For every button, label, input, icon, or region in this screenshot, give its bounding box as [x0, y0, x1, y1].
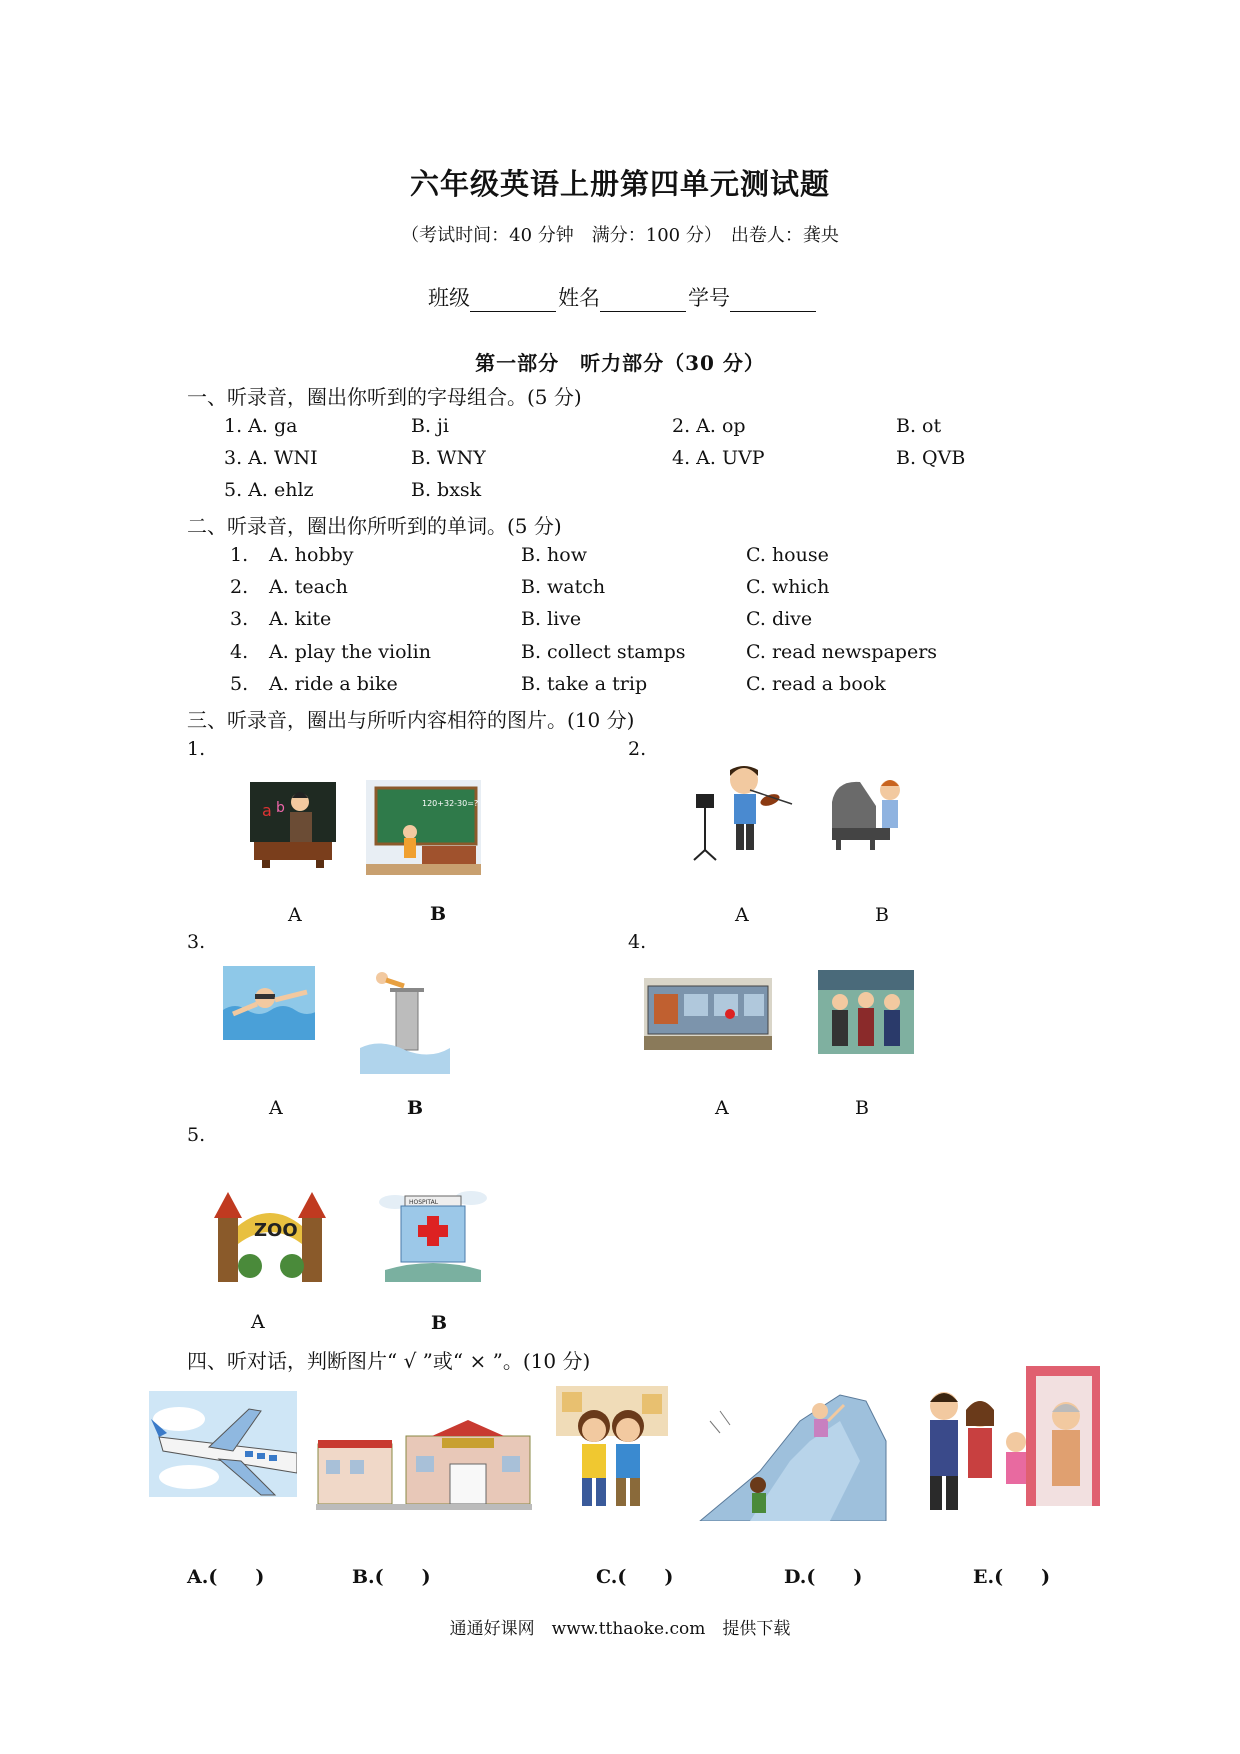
s2-row4-b[interactable]: B. collect stamps [521, 641, 686, 663]
s2-row1-c[interactable]: C. house [746, 544, 829, 566]
s2-row1-a[interactable]: A. hobby [269, 544, 354, 566]
answer-d[interactable]: D.( ) [784, 1566, 863, 1588]
answer-b[interactable]: B.( ) [352, 1566, 431, 1588]
class-label: 班级 [428, 286, 470, 310]
s1-item4-b[interactable]: B. QVB [896, 447, 966, 469]
s2-row4-a[interactable]: A. play the violin [269, 641, 431, 663]
class-blank[interactable] [470, 289, 556, 312]
s3-q1-label-a: A [288, 904, 302, 926]
name-label: 姓名 [558, 286, 600, 310]
s1-item2-b[interactable]: B. ot [896, 415, 942, 437]
s3-q4-label-a: A [715, 1097, 729, 1119]
s2-row5-a[interactable]: A. ride a bike [269, 673, 398, 695]
zoo-sign: ZOO [254, 1220, 298, 1241]
s2-row4-c[interactable]: C. read newspapers [746, 641, 938, 663]
s1-item3-a[interactable]: 3. A. WNI [224, 447, 318, 469]
number-label: 学号 [688, 286, 730, 310]
family-greeting-picture[interactable] [916, 1366, 1100, 1518]
s1-item1-b[interactable]: B. ji [411, 415, 450, 437]
s1-item5-a[interactable]: 5. A. ehlz [224, 479, 314, 501]
svg-text:a: a [262, 801, 272, 820]
zoo-gate-picture[interactable] [210, 1186, 330, 1286]
two-kids-picture[interactable] [556, 1386, 668, 1514]
s3-q1-label-b: B [430, 903, 447, 925]
airplane-picture[interactable] [149, 1391, 297, 1497]
s2-row5-num: 5. [230, 673, 249, 695]
answer-e[interactable]: E.( ) [973, 1566, 1051, 1588]
piano-picture[interactable] [826, 772, 910, 852]
exam-info: （考试时间：40 分钟 满分：100 分） 出卷人：龚央 [401, 225, 839, 246]
s2-row2-a[interactable]: A. teach [269, 576, 348, 598]
s2-row5-b[interactable]: B. take a trip [521, 673, 648, 695]
svg-text:b: b [276, 800, 285, 816]
student-info-fields [428, 282, 818, 312]
s2-row3-b[interactable]: B. live [521, 608, 582, 630]
building-picture[interactable] [316, 1420, 532, 1512]
answer-a[interactable]: A.( ) [187, 1566, 265, 1588]
page-title: 六年级英语上册第四单元测试题 [409, 167, 830, 201]
s1-item2-a[interactable]: 2. A. op [672, 415, 746, 437]
s2-row5-c[interactable]: C. read a book [746, 673, 886, 695]
s2-row3-num: 3. [230, 608, 249, 630]
answer-c[interactable]: C.( ) [596, 1566, 674, 1588]
s2-row2-b[interactable]: B. watch [521, 576, 606, 598]
s2-row2-c[interactable]: C. which [746, 576, 830, 598]
section4-heading: 四、听对话，判断图片“ √ ”或“ × ”。(10 分) [187, 1349, 591, 1373]
teacher-blackboard-picture[interactable] [248, 772, 338, 868]
s3-q3-label-a: A [269, 1097, 283, 1119]
s3-q2-label-b: B [875, 904, 889, 926]
s2-row2-num: 2. [230, 576, 249, 598]
footer-credit: 通通好课网 www.tthaoke.com 提供下载 [449, 1619, 791, 1639]
section3-heading: 三、听录音，圈出与所听内容相符的图片。(10 分) [187, 708, 635, 732]
board-equation: 120+32-30=? [422, 799, 479, 808]
s3-q5-num: 5. [187, 1124, 206, 1146]
diving-picture[interactable] [360, 968, 450, 1074]
violin-boy-picture[interactable] [688, 760, 796, 862]
s2-row1-b[interactable]: B. how [521, 544, 587, 566]
s2-row3-a[interactable]: A. kite [269, 608, 332, 630]
s3-q4-num: 4. [628, 931, 647, 953]
s3-q3-num: 3. [187, 931, 206, 953]
s1-item1-a[interactable]: 1. A. ga [224, 415, 298, 437]
s3-q5-label-b: B [431, 1312, 448, 1334]
hospital-picture[interactable] [375, 1186, 491, 1286]
s3-q1-num: 1. [187, 738, 206, 760]
part-title: 第一部分 听力部分（30 分） [475, 351, 765, 375]
bus-passengers-picture[interactable] [818, 970, 914, 1054]
classroom-math-picture[interactable] [366, 780, 481, 875]
s3-q2-num: 2. [628, 738, 647, 760]
s3-q2-label-a: A [735, 904, 749, 926]
s3-q3-label-b: B [407, 1097, 424, 1119]
s1-item3-b[interactable]: B. WNY [411, 447, 486, 469]
s1-item4-a[interactable]: 4. A. UVP [672, 447, 765, 469]
number-blank[interactable] [730, 289, 816, 312]
name-blank[interactable] [600, 289, 686, 312]
s3-q5-label-a: A [251, 1311, 265, 1333]
mountain-climbing-picture[interactable] [690, 1381, 890, 1521]
s2-row4-num: 4. [230, 641, 249, 663]
s2-row1-num: 1. [230, 544, 249, 566]
hospital-sign: HOSPITAL [409, 1199, 439, 1206]
s3-q4-label-b: B [855, 1097, 869, 1119]
s1-item5-b[interactable]: B. bxsk [411, 479, 482, 501]
train-picture[interactable] [644, 978, 772, 1050]
swimming-picture[interactable] [223, 966, 315, 1040]
section1-heading: 一、听录音，圈出你听到的字母组合。(5 分) [187, 385, 582, 409]
s2-row3-c[interactable]: C. dive [746, 608, 813, 630]
section2-heading: 二、听录音，圈出你所听到的单词。(5 分) [187, 514, 562, 538]
